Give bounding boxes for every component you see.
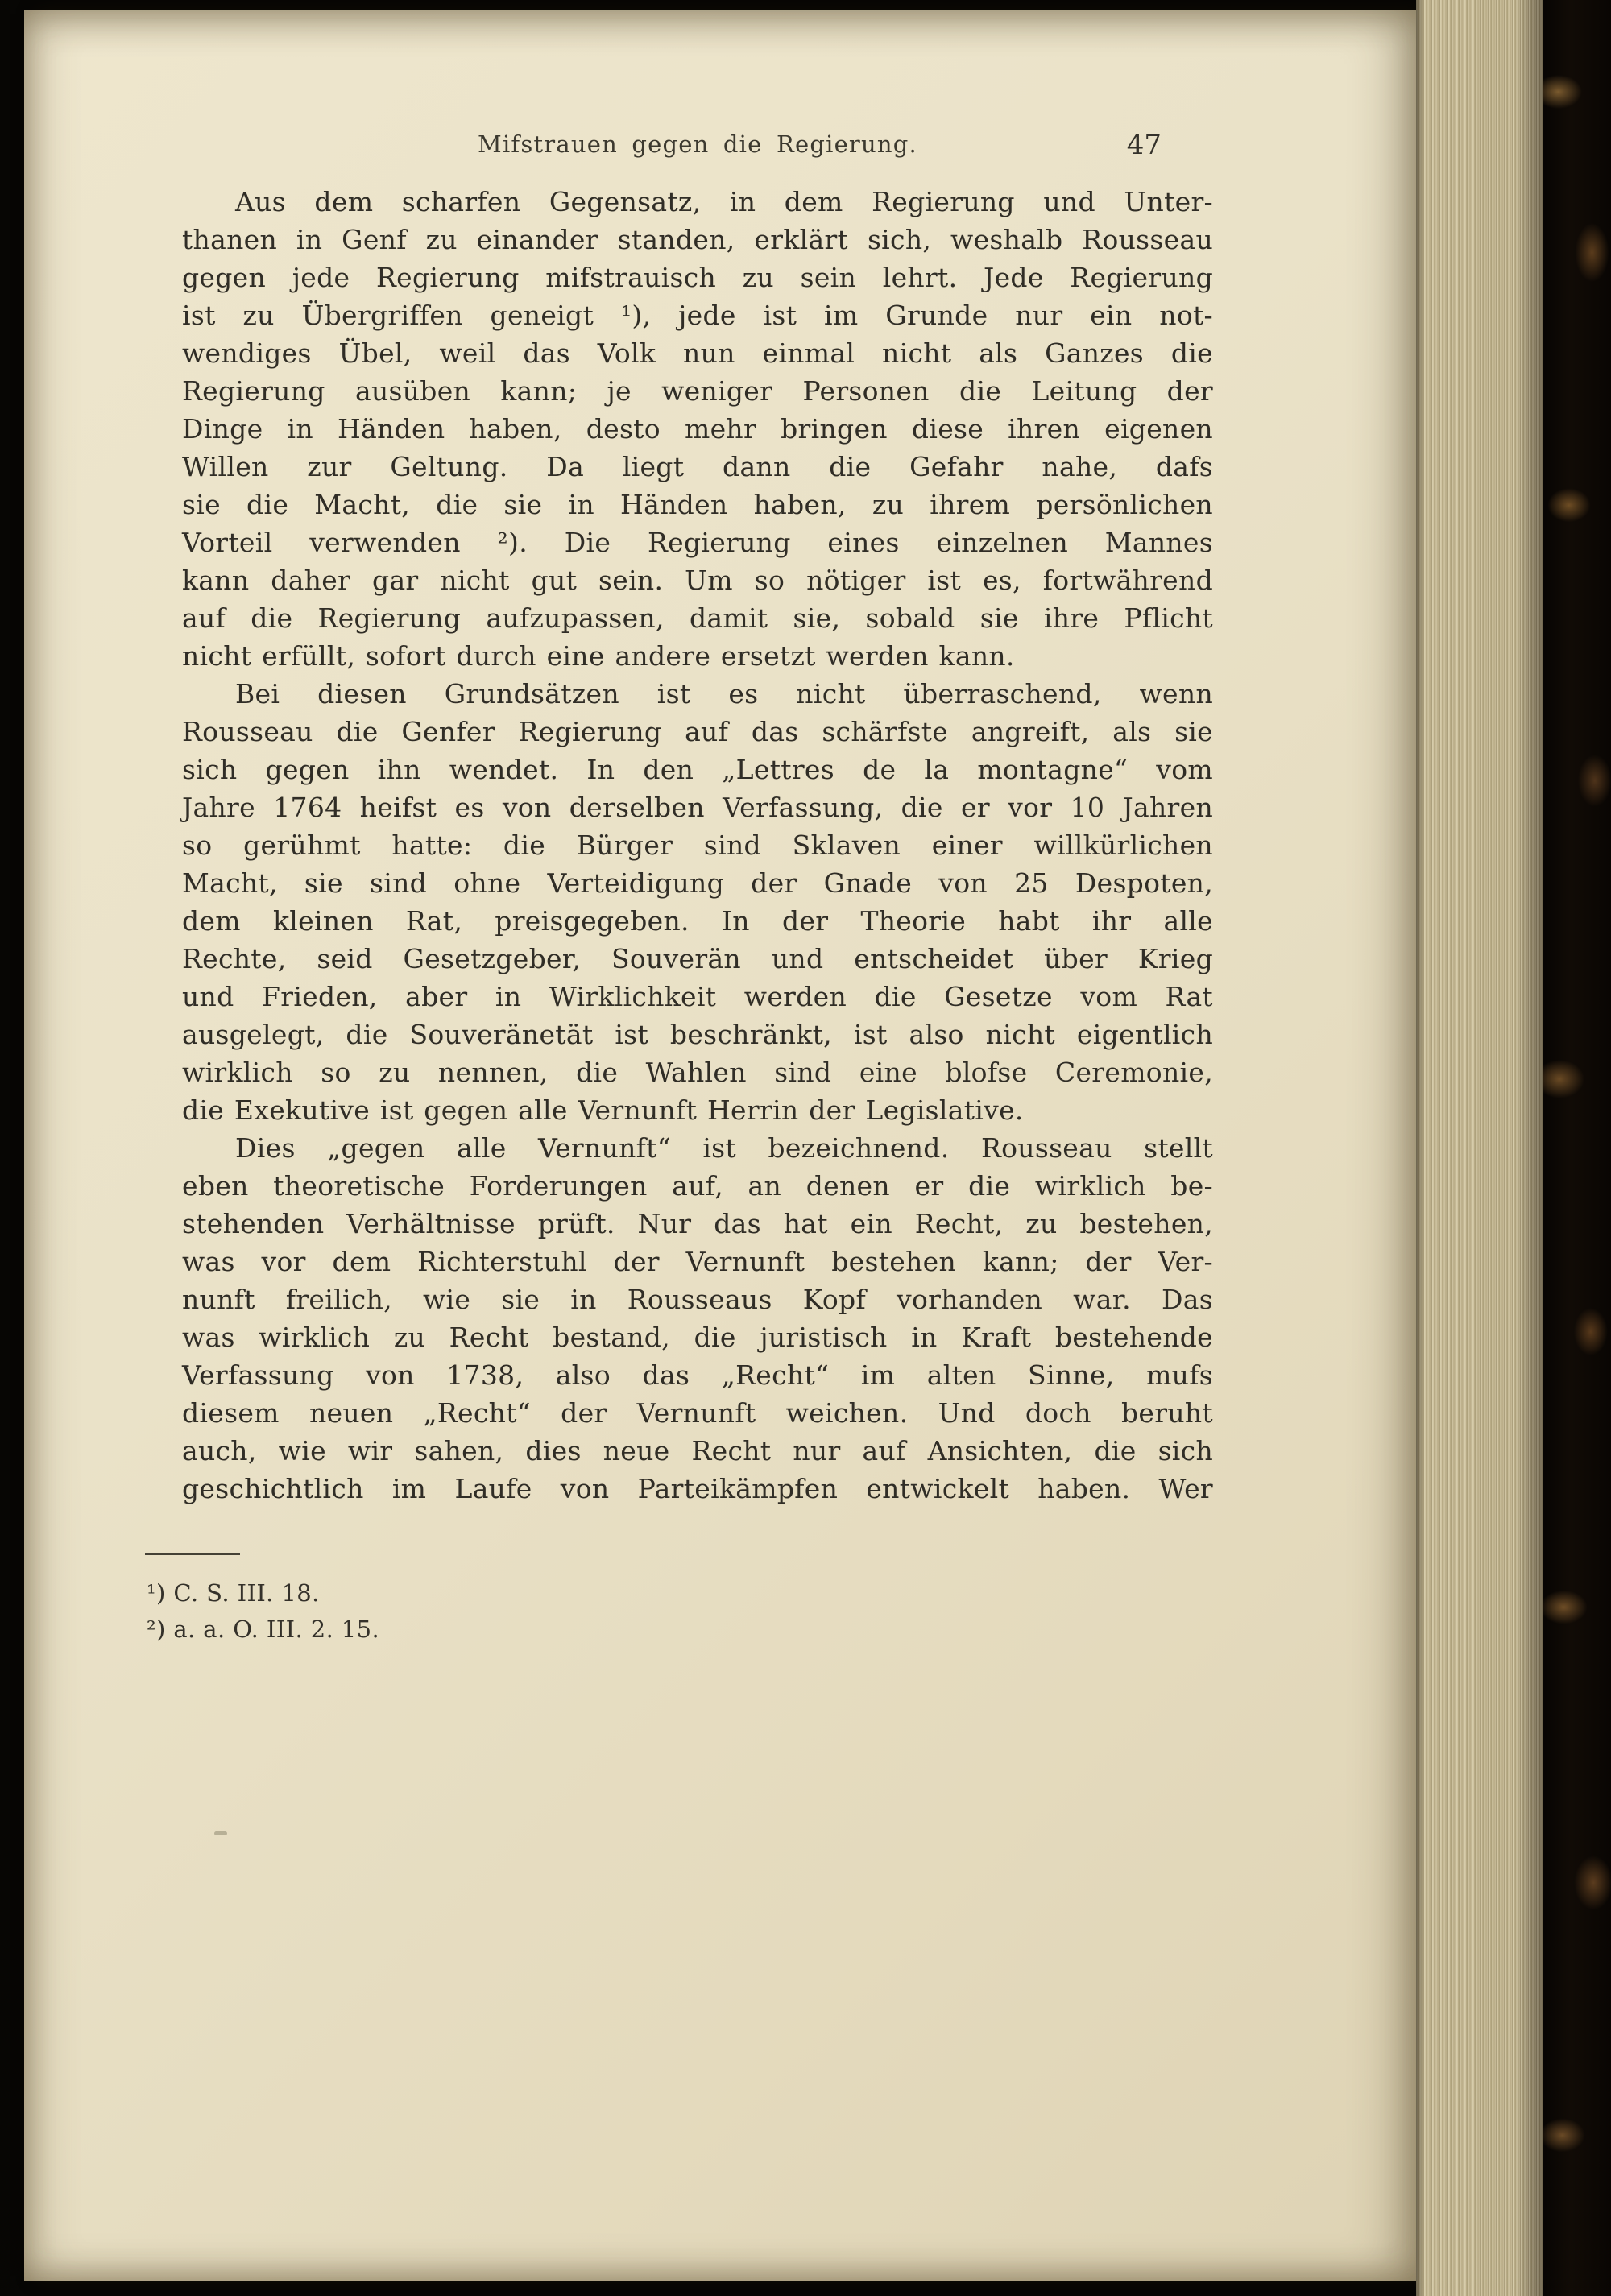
footnote-divider — [145, 1553, 240, 1555]
running-title: Mifstrauen gegen die Regierung. — [478, 130, 917, 158]
footnotes — [147, 1575, 872, 1648]
text-line: Rousseau die Genfer Regierung auf das schärfste angreift, als sie — [182, 716, 1213, 747]
text-line: Dies „gegen alle Vernunft“ ist bezeichnend. Rousseau stellt — [235, 1132, 1213, 1164]
text-line: Jahre 1764 heifst es von derselben Verfassung, die er vor 10 Jahren — [182, 792, 1213, 823]
text-line: Bei diesen Grundsätzen ist es nicht überraschend, wenn — [235, 678, 1213, 709]
text-line: auch, wie wir sahen, dies neue Recht nur auf Ansichten, die sich — [182, 1435, 1213, 1467]
text-line: kann daher gar nicht gut sein. Um so nötiger ist es, fortwährend — [182, 565, 1213, 596]
page-fore-edges — [1416, 0, 1543, 2296]
text-line: Macht, sie sind ohne Verteidigung der Gnade von 25 Despoten, — [182, 867, 1213, 899]
footnote: ²) a. a. O. III. 2. 15. — [147, 1615, 380, 1643]
page-body — [182, 183, 1213, 1508]
page-header — [182, 130, 1213, 166]
text-line: nicht erfüllt, sofort durch eine andere ersetzt werden kann. — [182, 640, 1015, 672]
text-line: Vorteil verwenden ²). Die Regierung eines einzelnen Mannes — [182, 527, 1213, 558]
text-line: Aus dem scharfen Gegensatz, in dem Regierung und Unter- — [235, 186, 1213, 217]
print-smudge — [214, 1831, 227, 1835]
text-line: dem kleinen Rat, preisgegeben. In der Theorie habt ihr alle — [182, 905, 1213, 937]
text-line: stehenden Verhältnisse prüft. Nur das hat ein Recht, zu bestehen, — [182, 1208, 1213, 1239]
text-line: was vor dem Richterstuhl der Vernunft bestehen kann; der Ver- — [182, 1246, 1213, 1277]
footnote: ¹) C. S. III. 18. — [147, 1579, 320, 1607]
text-line: sich gegen ihn wendet. In den „Lettres de la montagne“ vom — [182, 754, 1213, 785]
text-line: die Exekutive ist gegen alle Vernunft Herrin der Legislative. — [182, 1094, 1024, 1126]
text-line: ausgelegt, die Souveränetät ist beschränkt, ist also nicht eigentlich — [182, 1019, 1213, 1050]
text-line: ist zu Übergriffen geneigt ¹), jede ist im Grunde nur ein not- — [182, 300, 1213, 331]
text-line: gegen jede Regierung mifstrauisch zu sein lehrt. Jede Regierung — [182, 262, 1213, 293]
book-page — [24, 10, 1416, 2281]
text-line: Regierung ausüben kann; je weniger Personen die Leitung der — [182, 375, 1213, 407]
text-line: so gerühmt hatte: die Bürger sind Sklaven einer willkürlichen — [182, 829, 1213, 861]
text-line: geschichtlich im Laufe von Parteikämpfen entwickelt haben. Wer — [182, 1473, 1213, 1504]
text-line: nunft freilich, wie sie in Rousseaus Kopf vorhanden war. Das — [182, 1284, 1213, 1315]
text-line: Rechte, seid Gesetzgeber, Souverän und entscheidet über Krieg — [182, 943, 1213, 974]
text-line: diesem neuen „Recht“ der Vernunft weichen. Und doch beruht — [182, 1397, 1213, 1429]
text-line: sie die Macht, die sie in Händen haben, zu ihrem persönlichen — [182, 489, 1213, 520]
text-line: Dinge in Händen haben, desto mehr bringen diese ihren eigenen — [182, 413, 1213, 445]
book-binding — [1543, 0, 1611, 2296]
text-line: thanen in Genf zu einander standen, erklärt sich, weshalb Rousseau — [182, 224, 1213, 255]
text-line: und Frieden, aber in Wirklichkeit werden die Gesetze vom Rat — [182, 981, 1213, 1012]
page-number: 47 — [1126, 129, 1162, 161]
text-line: Willen zur Geltung. Da liegt dann die Gefahr nahe, dafs — [182, 451, 1213, 482]
text-line: wendiges Übel, weil das Volk nun einmal nicht als Ganzes die — [182, 337, 1213, 369]
text-line: Verfassung von 1738, also das „Recht“ im alten Sinne, mufs — [182, 1359, 1213, 1391]
text-line: auf die Regierung aufzupassen, damit sie, sobald sie ihre Pflicht — [182, 602, 1213, 634]
text-line: wirklich so zu nennen, die Wahlen sind eine blofse Ceremonie, — [182, 1057, 1213, 1088]
text-line: eben theoretische Forderungen auf, an denen er die wirklich be- — [182, 1170, 1213, 1202]
text-line: was wirklich zu Recht bestand, die juristisch in Kraft bestehende — [182, 1322, 1213, 1353]
